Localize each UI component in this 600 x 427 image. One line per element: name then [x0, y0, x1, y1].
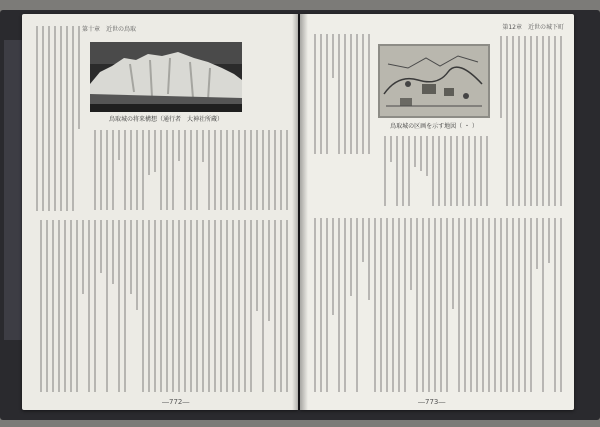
text-column-line [184, 130, 186, 210]
text-column-line [220, 130, 222, 210]
text-column-line [440, 218, 442, 392]
text-column-line [554, 36, 556, 206]
text-column-line [172, 220, 174, 392]
text-column-line [226, 220, 228, 392]
text-column-line [142, 130, 144, 210]
text-column-line [190, 220, 192, 392]
text-column-line [256, 220, 258, 311]
text-column-line [286, 130, 288, 210]
text-column-line [432, 136, 434, 206]
text-column-line [208, 220, 210, 392]
left-page-number: ―772― [162, 398, 190, 406]
text-column-line [64, 220, 66, 392]
right-upper-left-text-block [310, 34, 372, 154]
text-column-line [560, 36, 562, 206]
text-column-line [76, 220, 78, 392]
text-column-line [214, 220, 216, 392]
text-column-line [480, 136, 482, 206]
text-column-line [262, 220, 264, 392]
text-column-line [380, 218, 382, 392]
text-column-line [356, 34, 358, 154]
text-column-line [462, 136, 464, 206]
text-column-line [178, 130, 180, 161]
text-column-line [166, 130, 168, 210]
text-column-line [148, 220, 150, 392]
text-column-line [338, 34, 340, 154]
text-column-line [344, 34, 346, 154]
text-column-line [548, 218, 550, 263]
text-column-line [338, 218, 340, 392]
text-column-line [530, 36, 532, 206]
text-column-line [420, 136, 422, 171]
text-column-line [124, 220, 126, 392]
book-spine-edge [4, 40, 22, 340]
text-column-line [554, 218, 556, 392]
text-column-line [172, 130, 174, 210]
text-column-line [374, 218, 376, 392]
text-column-line [94, 130, 96, 210]
text-column-line [542, 218, 544, 392]
text-column-line [368, 34, 370, 154]
text-column-line [214, 130, 216, 210]
text-column-line [100, 130, 102, 210]
text-column-line [474, 136, 476, 206]
text-column-line [426, 136, 428, 176]
text-column-line [482, 218, 484, 392]
text-column-line [536, 218, 538, 269]
text-column-line [58, 220, 60, 392]
map-caption: 鳥取城の区画を示す地図（ ・ ） [390, 123, 478, 130]
text-column-line [46, 220, 48, 392]
text-column-line [506, 36, 508, 206]
text-column-line [250, 220, 252, 392]
text-column-line [486, 136, 488, 206]
text-column-line [392, 218, 394, 392]
text-column-line [94, 220, 96, 392]
text-column-line [350, 34, 352, 154]
text-column-line [398, 218, 400, 392]
text-column-line [202, 130, 204, 162]
text-column-line [476, 218, 478, 392]
text-column-line [238, 220, 240, 392]
text-column-line [268, 130, 270, 210]
text-column-line [208, 130, 210, 210]
text-column-line [136, 220, 138, 310]
text-column-line [124, 130, 126, 210]
text-column-line [130, 130, 132, 210]
text-column-line [118, 220, 120, 392]
mountain-photo [90, 42, 242, 112]
text-column-line [52, 220, 54, 392]
text-column-line [458, 218, 460, 392]
text-column-line [130, 220, 132, 294]
text-column-line [536, 36, 538, 206]
text-column-line [100, 220, 102, 273]
right-upper-middle-text-block [378, 136, 490, 206]
text-column-line [106, 220, 108, 392]
text-column-line [332, 218, 334, 315]
right-page-number: ―773― [418, 398, 446, 406]
text-column-line [356, 218, 358, 392]
text-column-line [88, 220, 90, 392]
text-column-line [410, 218, 412, 290]
text-column-line [434, 218, 436, 392]
text-column-line [280, 220, 282, 392]
text-column-line [494, 218, 496, 392]
text-column-line [320, 34, 322, 154]
text-column-line [154, 220, 156, 392]
text-column-line [450, 136, 452, 206]
text-column-line [414, 136, 416, 167]
text-column-line [154, 130, 156, 172]
text-column-line [542, 36, 544, 206]
text-column-line [244, 220, 246, 392]
text-column-line [518, 36, 520, 206]
text-column-line [368, 218, 370, 300]
text-column-line [280, 130, 282, 210]
text-column-line [512, 218, 514, 392]
text-column-line [314, 218, 316, 392]
text-column-line [332, 34, 334, 78]
text-column-line [262, 130, 264, 210]
text-column-line [488, 218, 490, 392]
left-page [22, 14, 298, 410]
left-upper-text-block [92, 130, 290, 210]
text-column-line [238, 130, 240, 210]
text-column-line [160, 130, 162, 210]
text-column-line [148, 130, 150, 175]
text-column-line [530, 218, 532, 392]
text-column-line [408, 136, 410, 206]
text-column-line [250, 130, 252, 210]
text-column-line [232, 220, 234, 392]
text-column-line [384, 136, 386, 206]
text-column-line [362, 218, 364, 262]
text-column-line [142, 220, 144, 392]
text-column-line [66, 26, 68, 211]
text-column-line [428, 218, 430, 392]
text-column-line [386, 218, 388, 392]
text-column-line [344, 218, 346, 392]
text-column-line [446, 218, 448, 392]
text-column-line [468, 136, 470, 206]
text-column-line [506, 218, 508, 392]
text-column-line [548, 36, 550, 206]
text-column-line [362, 34, 364, 154]
text-column-line [166, 220, 168, 392]
text-column-line [184, 220, 186, 392]
text-column-line [112, 220, 114, 284]
text-column-line [36, 26, 38, 211]
text-column-line [524, 36, 526, 206]
map-photo [378, 44, 490, 118]
text-column-line [106, 130, 108, 210]
text-column-line [274, 220, 276, 392]
text-column-line [390, 136, 392, 162]
photo-caption: 鳥取城の将来構想（通行者 大神社所蔵） [108, 116, 223, 123]
text-column-line [326, 34, 328, 154]
text-column-line [202, 220, 204, 392]
left-running-head: 第十章 近世の鳥取 [82, 26, 137, 33]
text-column-line [518, 218, 520, 392]
text-column-line [396, 136, 398, 206]
text-column-line [274, 130, 276, 210]
right-side-text-column [498, 36, 564, 206]
text-column-line [54, 26, 56, 211]
text-column-line [220, 220, 222, 392]
text-column-line [456, 136, 458, 206]
text-column-line [500, 218, 502, 392]
right-running-head: 第12章 近世の城下町 [502, 24, 564, 31]
text-column-line [268, 220, 270, 321]
text-column-line [470, 218, 472, 392]
text-column-line [226, 130, 228, 210]
text-column-line [444, 136, 446, 206]
right-lower-text-block [310, 218, 564, 392]
text-column-line [326, 218, 328, 392]
text-column-line [256, 130, 258, 210]
book-gutter-shadow [292, 14, 308, 410]
text-column-line [320, 218, 322, 392]
text-column-line [160, 220, 162, 392]
text-column-line [196, 220, 198, 392]
text-column-line [244, 130, 246, 210]
text-column-line [72, 26, 74, 211]
text-column-line [42, 26, 44, 211]
text-column-line [82, 220, 84, 294]
text-column-line [500, 36, 502, 118]
text-column-line [438, 136, 440, 206]
text-column-line [40, 220, 42, 392]
left-lower-text-block [34, 220, 290, 392]
left-side-text-column [34, 26, 82, 211]
text-column-line [314, 34, 316, 154]
text-column-line [286, 220, 288, 392]
text-column-line [402, 136, 404, 206]
text-column-line [232, 130, 234, 210]
text-column-line [464, 218, 466, 392]
text-column-line [112, 130, 114, 210]
text-column-line [70, 220, 72, 392]
text-column-line [350, 218, 352, 296]
text-column-line [524, 218, 526, 392]
text-column-line [190, 130, 192, 210]
text-column-line [178, 220, 180, 392]
text-column-line [196, 130, 198, 210]
text-column-line [404, 218, 406, 392]
right-page [300, 14, 574, 410]
text-column-line [512, 36, 514, 206]
text-column-line [136, 130, 138, 210]
text-column-line [48, 26, 50, 211]
text-column-line [452, 218, 454, 309]
text-column-line [560, 218, 562, 392]
text-column-line [118, 130, 120, 160]
text-column-line [60, 26, 62, 211]
text-column-line [416, 218, 418, 392]
text-column-line [78, 26, 80, 129]
text-column-line [422, 218, 424, 392]
